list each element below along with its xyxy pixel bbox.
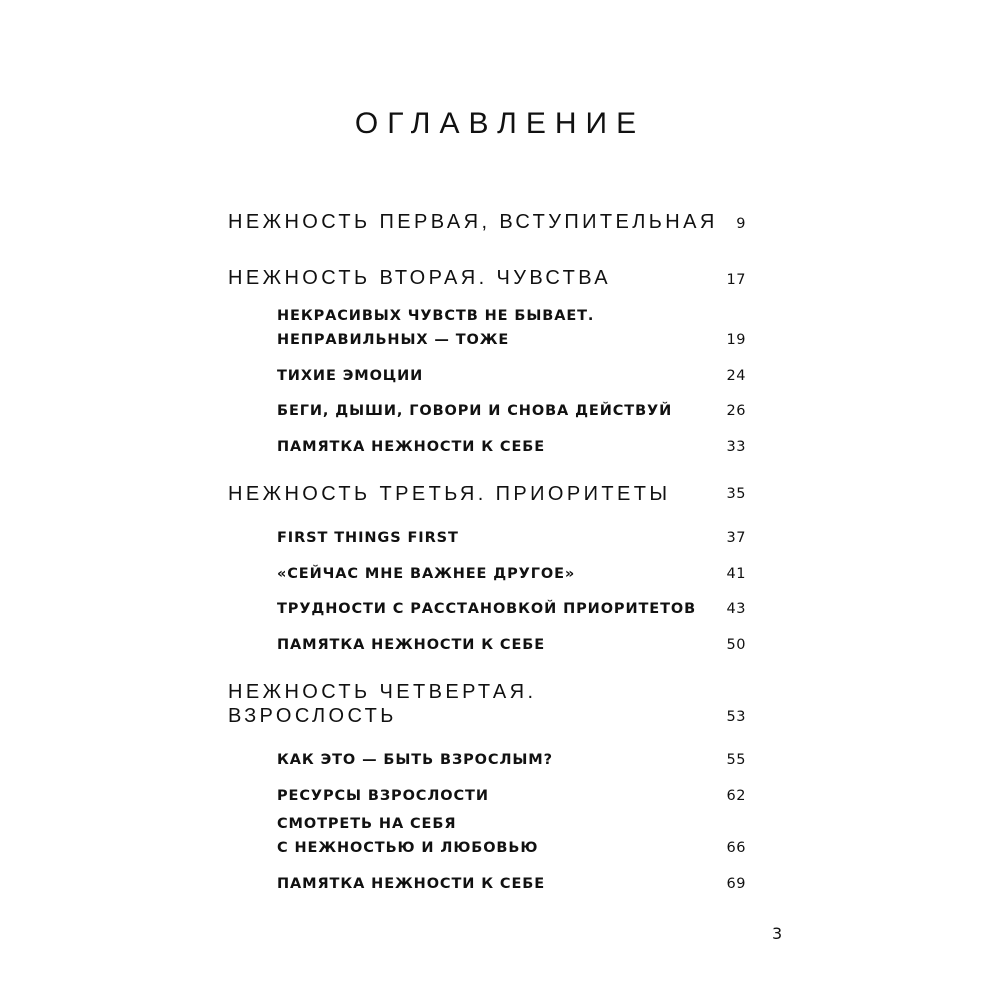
toc-chapter-4-title-line1: НЕЖНОСТЬ ЧЕТВЕРТАЯ. [228, 681, 537, 703]
toc-chapter-3-title: НЕЖНОСТЬ ТРЕТЬЯ. ПРИОРИТЕТЫ [228, 483, 671, 505]
toc-section-title-line1: НЕКРАСИВЫХ ЧУВСТВ НЕ БЫВАЕТ. [277, 308, 595, 324]
toc-section-page: 69 [726, 876, 746, 892]
toc-section-title: КАК ЭТО — БЫТЬ ВЗРОСЛЫМ? [277, 752, 553, 768]
toc-section-title: «СЕЙЧАС МНЕ ВАЖНЕЕ ДРУГОЕ» [277, 566, 576, 582]
toc-section-page: 37 [726, 530, 746, 546]
toc-section-page: 50 [726, 637, 746, 653]
toc-section-title: ТИХИЕ ЭМОЦИИ [277, 368, 424, 384]
toc-section-page: 62 [726, 788, 746, 804]
toc-chapter-1-page: 9 [736, 216, 746, 232]
toc-chapter-4-title-line2: ВЗРОСЛОСТЬ [228, 705, 397, 727]
toc-section-page: 33 [726, 439, 746, 455]
toc-section-title: ПАМЯТКА НЕЖНОСТИ К СЕБЕ [277, 876, 546, 892]
page-title: ОГЛАВЛЕНИЕ [354, 107, 646, 140]
toc-section-title: РЕСУРСЫ ВЗРОСЛОСТИ [277, 788, 489, 804]
toc-section-page: 26 [726, 403, 746, 419]
toc-section-title: ПАМЯТКА НЕЖНОСТИ К СЕБЕ [277, 439, 546, 455]
toc-section-title: ТРУДНОСТИ С РАССТАНОВКОЙ ПРИОРИТЕТОВ [277, 601, 697, 617]
toc-section-title: БЕГИ, ДЫШИ, ГОВОРИ И СНОВА ДЕЙСТВУЙ [277, 403, 673, 419]
toc-section-page: 19 [726, 332, 746, 348]
toc-section-page: 66 [726, 840, 746, 856]
toc-chapter-1-title: НЕЖНОСТЬ ПЕРВАЯ, ВСТУПИТЕЛЬНАЯ [228, 211, 718, 233]
toc-chapter-2-page: 17 [726, 272, 746, 288]
toc-section-title-line2: НЕПРАВИЛЬНЫХ — ТОЖЕ [277, 332, 510, 348]
toc-chapter-2-title: НЕЖНОСТЬ ВТОРАЯ. ЧУВСТВА [228, 267, 612, 289]
toc-chapter-3-page: 35 [726, 486, 746, 502]
toc-section-page: 55 [726, 752, 746, 768]
toc-chapter-4-page: 53 [726, 709, 746, 725]
toc-section-title-line1: СМОТРЕТЬ НА СЕБЯ [277, 816, 457, 832]
toc-section-page: 24 [726, 368, 746, 384]
toc-section-title: ПАМЯТКА НЕЖНОСТИ К СЕБЕ [277, 637, 546, 653]
toc-section-page: 41 [726, 566, 746, 582]
toc-section-page: 43 [726, 601, 746, 617]
toc-section-title: FIRST THINGS FIRST [277, 530, 459, 546]
page-number: 3 [772, 924, 783, 943]
toc-section-title-line2: С НЕЖНОСТЬЮ И ЛЮБОВЬЮ [277, 840, 539, 856]
